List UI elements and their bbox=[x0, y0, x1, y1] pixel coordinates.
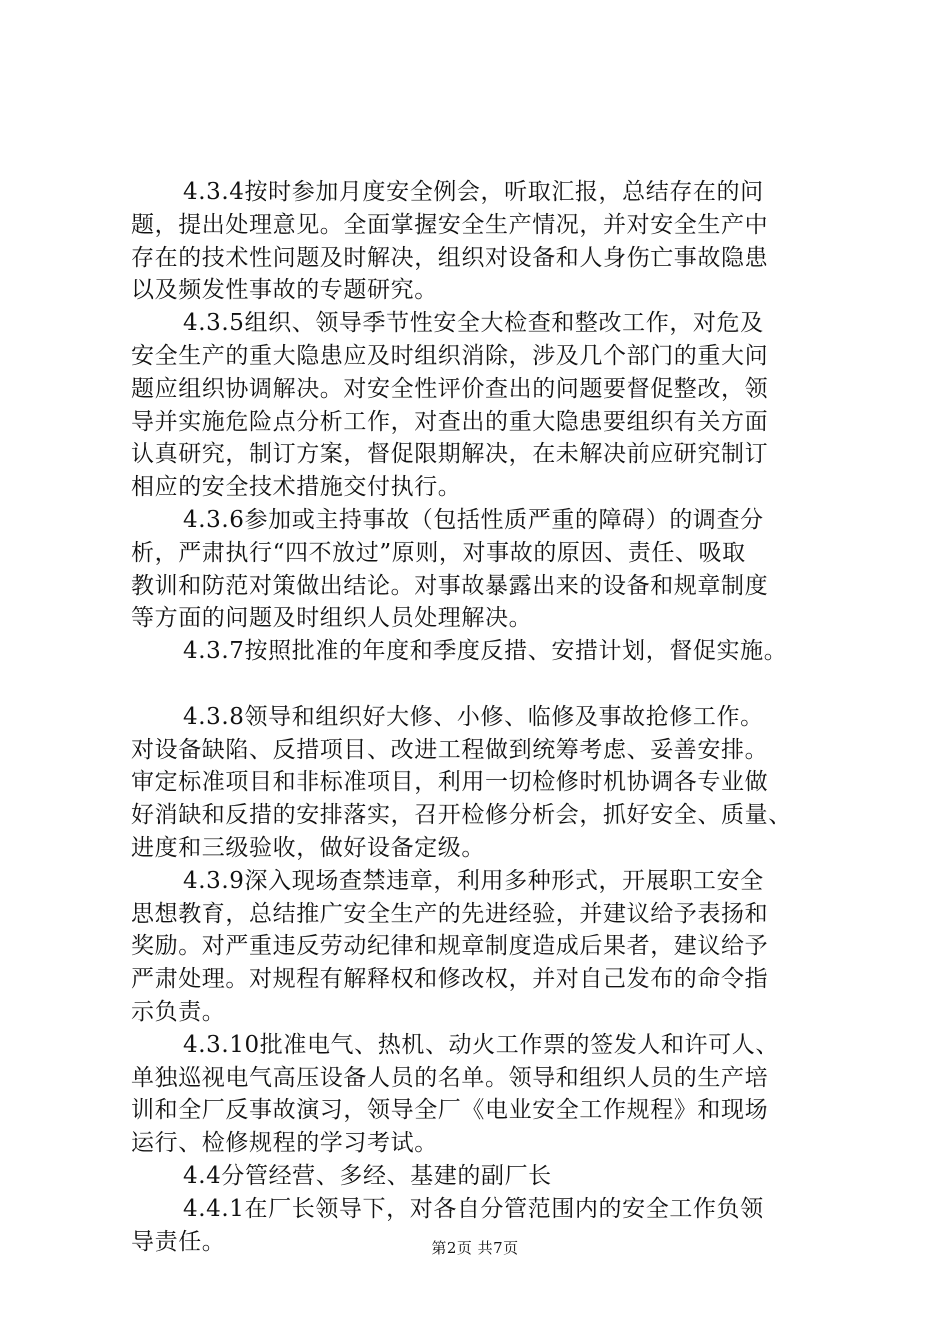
text-line: 训和全厂反事故演习，领导全厂《电业安全工作规程》和现场 bbox=[131, 1097, 769, 1124]
text-line: 等方面的问题及时组织人员处理解决。 bbox=[131, 605, 533, 632]
text-line: 思想教育，总结推广安全生产的先进经验，并建议给予表扬和 bbox=[131, 900, 769, 927]
text-line: 以及频发性事故的专题研究。 bbox=[131, 277, 438, 304]
text-line: 4.3.7按照批准的年度和季度反措、安措计划，督促实施。 bbox=[183, 638, 788, 665]
text-line: 4.3.5组织、领导季节性安全大检查和整改工作，对危及 bbox=[183, 310, 764, 337]
text-line: 4.3.9深入现场查禁违章，利用多种形式，开展职工安全 bbox=[183, 867, 764, 894]
page-number: 第2页 共7页 bbox=[431, 1239, 519, 1257]
text-line: 导并实施危险点分析工作，对查出的重大隐患要组织有关方面 bbox=[131, 408, 769, 435]
text-line: 严肃处理。对规程有解释权和修改权，并对自己发布的命令指 bbox=[131, 966, 769, 993]
text-line: 题，提出处理意见。全面掌握安全生产情况，并对安全生产中 bbox=[131, 211, 769, 238]
text-line: 4.3.4按时参加月度安全例会，听取汇报，总结存在的问 bbox=[183, 179, 764, 205]
text-line: 教训和防范对策做出结论。对事故暴露出来的设备和规章制度 bbox=[131, 572, 769, 599]
text-line: 运行、检修规程的学习考试。 bbox=[131, 1130, 438, 1157]
text-line: 导责任。 bbox=[131, 1228, 226, 1255]
section-heading: 4.4分管经营、多经、基建的副厂长 bbox=[183, 1162, 552, 1189]
text-line: 对设备缺陷、反措项目、改进工程做到统筹考虑、妥善安排。 bbox=[131, 736, 769, 763]
text-line: 单独巡视电气高压设备人员的名单。领导和组织人员的生产培 bbox=[131, 1064, 769, 1091]
text-line: 4.3.8领导和组织好大修、小修、临修及事故抢修工作。 bbox=[183, 703, 764, 730]
text-line: 审定标准项目和非标准项目，利用一切检修时机协调各专业做 bbox=[131, 769, 769, 796]
text-line: 认真研究，制订方案，督促限期解决，在未解决前应研究制订 bbox=[131, 441, 769, 468]
text-line: 析，严肃执行“四不放过”原则，对事故的原因、责任、吸取 bbox=[131, 539, 746, 566]
body-text bbox=[131, 176, 851, 1258]
text-line: 存在的技术性问题及时解决，组织对设备和人身伤亡事故隐患 bbox=[131, 244, 769, 271]
text-line: 4.3.6参加或主持事故（包括性质严重的障碍）的调查分 bbox=[183, 506, 764, 533]
text-line: 示负责。 bbox=[131, 998, 226, 1025]
blank-line bbox=[131, 668, 851, 701]
text-line: 4.3.10批准电气、热机、动火工作票的签发人和许可人、 bbox=[183, 1031, 779, 1058]
text-line: 进度和三级验收，做好设备定级。 bbox=[131, 834, 485, 861]
text-line: 4.4.1在厂长领导下，对各自分管范围内的安全工作负领 bbox=[183, 1195, 764, 1222]
text-line: 好消缺和反措的安排落实，召开检修分析会，抓好安全、质量、 bbox=[131, 802, 792, 829]
text-line: 奖励。对严重违反劳动纪律和规章制度造成后果者，建议给予 bbox=[131, 933, 769, 960]
text-line: 相应的安全技术措施交付执行。 bbox=[131, 474, 462, 501]
text-line: 安全生产的重大隐患应及时组织消除，涉及几个部门的重大问 bbox=[131, 342, 769, 369]
text-line: 题应组织协调解决。对安全性评价查出的问题要督促整改，领 bbox=[131, 375, 769, 402]
